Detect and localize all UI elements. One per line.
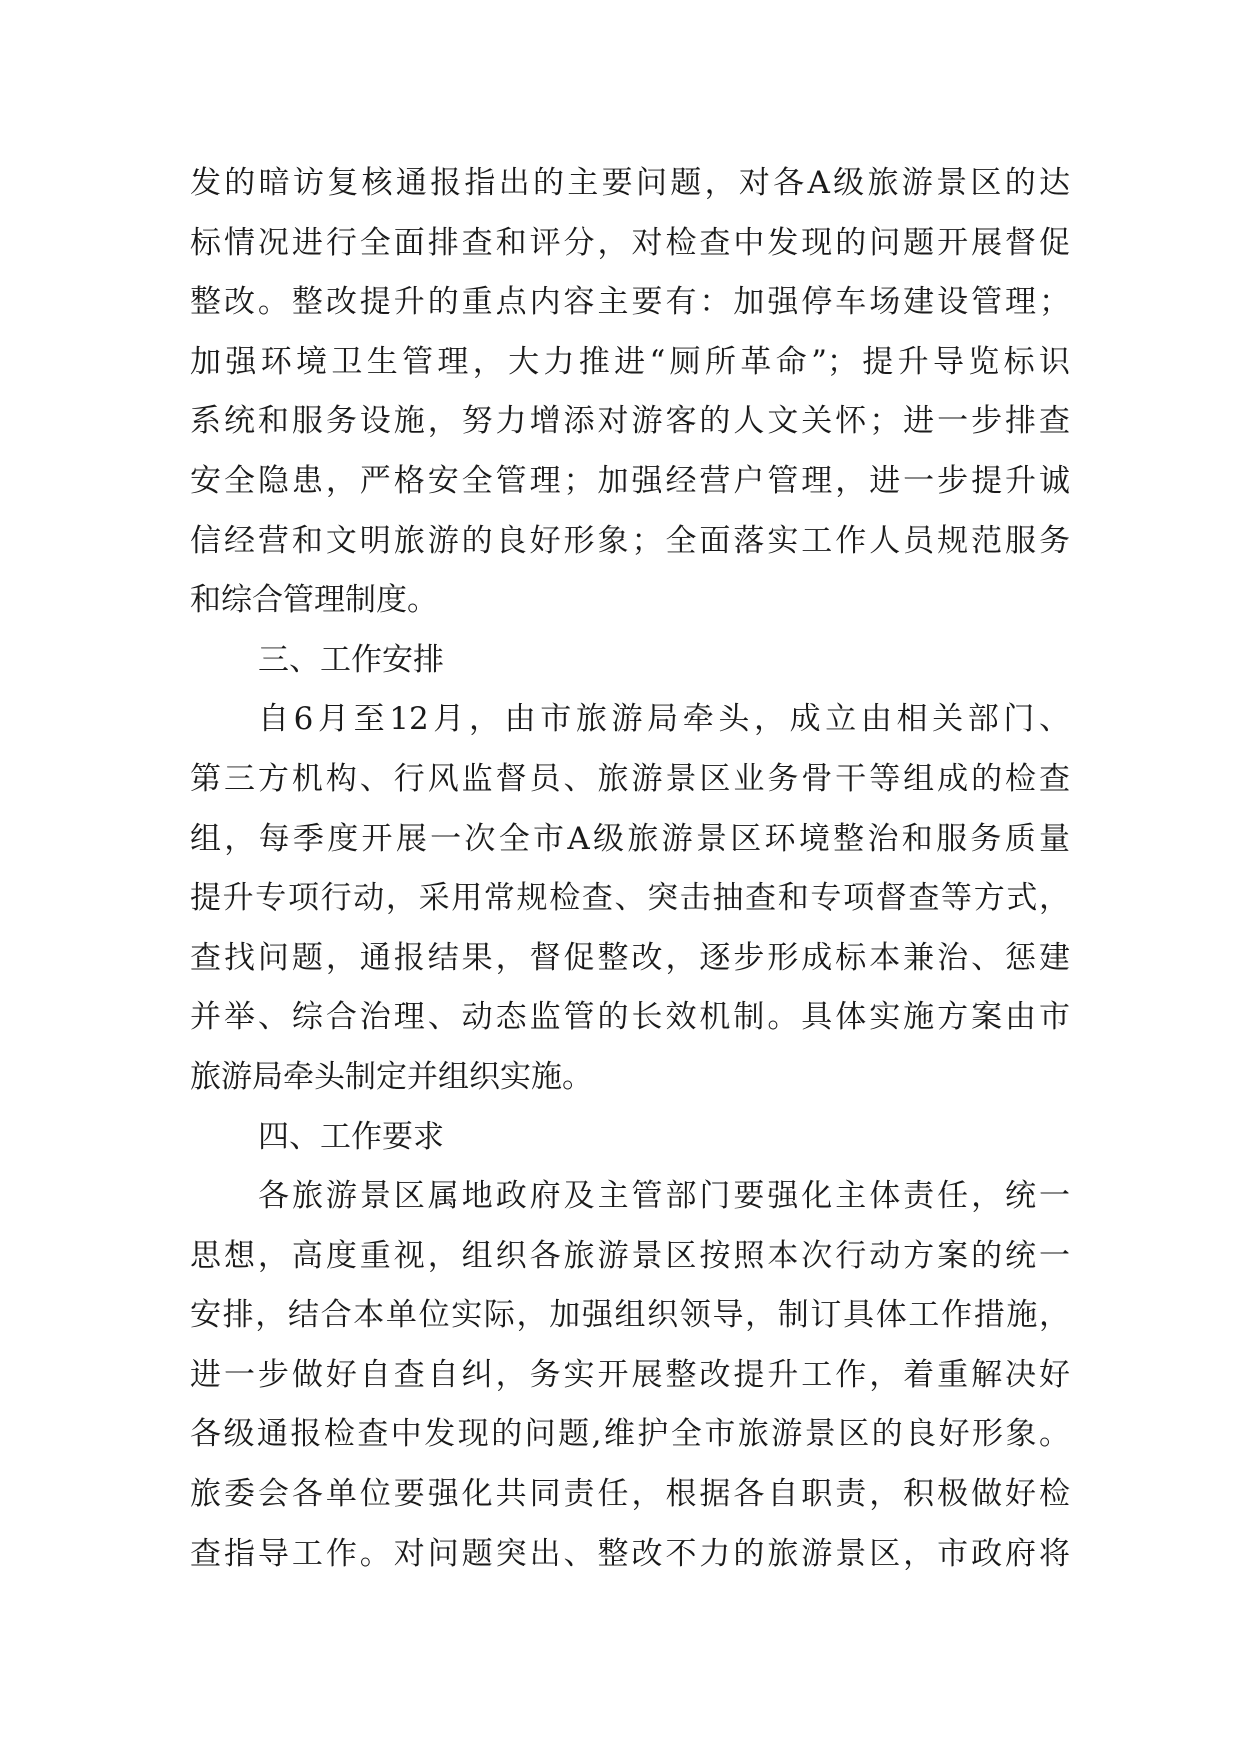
body-line: 进一步做好自查自纠，务实开展整改提升工作，着重解决好: [190, 1356, 1070, 1393]
body-line: 信经营和文明旅游的良好形象；全面落实工作人员规范服务: [190, 522, 1070, 559]
body-line: 发的暗访复核通报指出的主要问题，对各A级旅游景区的达: [190, 165, 1070, 201]
section-heading-work-arrangement: 三、工作安排: [258, 641, 444, 678]
body-line: 旅游局牵头制定并组织实施。: [190, 1058, 593, 1095]
body-line: 整改。整改提升的重点内容主要有：加强停车场建设管理；: [190, 284, 1070, 321]
body-line: 第三方机构、行风监督员、旅游景区业务骨干等组成的检查: [190, 760, 1070, 797]
body-line: 自6月至12月，由市旅游局牵头，成立由相关部门、: [258, 701, 1070, 738]
body-line: 提升专项行动，采用常规检查、突击抽查和专项督查等方式，: [190, 880, 1070, 917]
body-line: 并举、综合治理、动态监管的长效机制。具体实施方案由市: [190, 999, 1070, 1036]
body-line: 查指导工作。对问题突出、整改不力的旅游景区，市政府将: [190, 1535, 1070, 1572]
body-line: 组，每季度开展一次全市A级旅游景区环境整治和服务质量: [190, 820, 1070, 857]
body-line: 各旅游景区属地政府及主管部门要强化主体责任，统一: [258, 1178, 1070, 1215]
body-line: 查找问题，通报结果，督促整改，逐步形成标本兼治、惩建: [190, 939, 1070, 976]
body-line: 安全隐患，严格安全管理；加强经营户管理，进一步提升诚: [190, 462, 1070, 499]
section-heading-work-requirements: 四、工作要求: [258, 1118, 444, 1155]
body-line: 思想，高度重视，组织各旅游景区按照本次行动方案的统一: [190, 1237, 1070, 1274]
body-line: 系统和服务设施，努力增添对游客的人文关怀；进一步排查: [190, 403, 1070, 440]
body-line: 和综合管理制度。: [190, 582, 438, 619]
document-body: [190, 154, 1070, 1584]
body-line: 旅委会各单位要强化共同责任，根据各自职责，积极做好检: [190, 1476, 1070, 1513]
body-line: 各级通报检查中发现的问题,维护全市旅游景区的良好形象。: [190, 1416, 1070, 1453]
body-line: 标情况进行全面排查和评分，对检查中发现的问题开展督促: [190, 224, 1070, 261]
body-line: 安排，结合本单位实际，加强组织领导，制订具体工作措施，: [190, 1297, 1070, 1334]
body-line: 加强环境卫生管理，大力推进“厕所革命”；提升导览标识: [190, 343, 1070, 380]
